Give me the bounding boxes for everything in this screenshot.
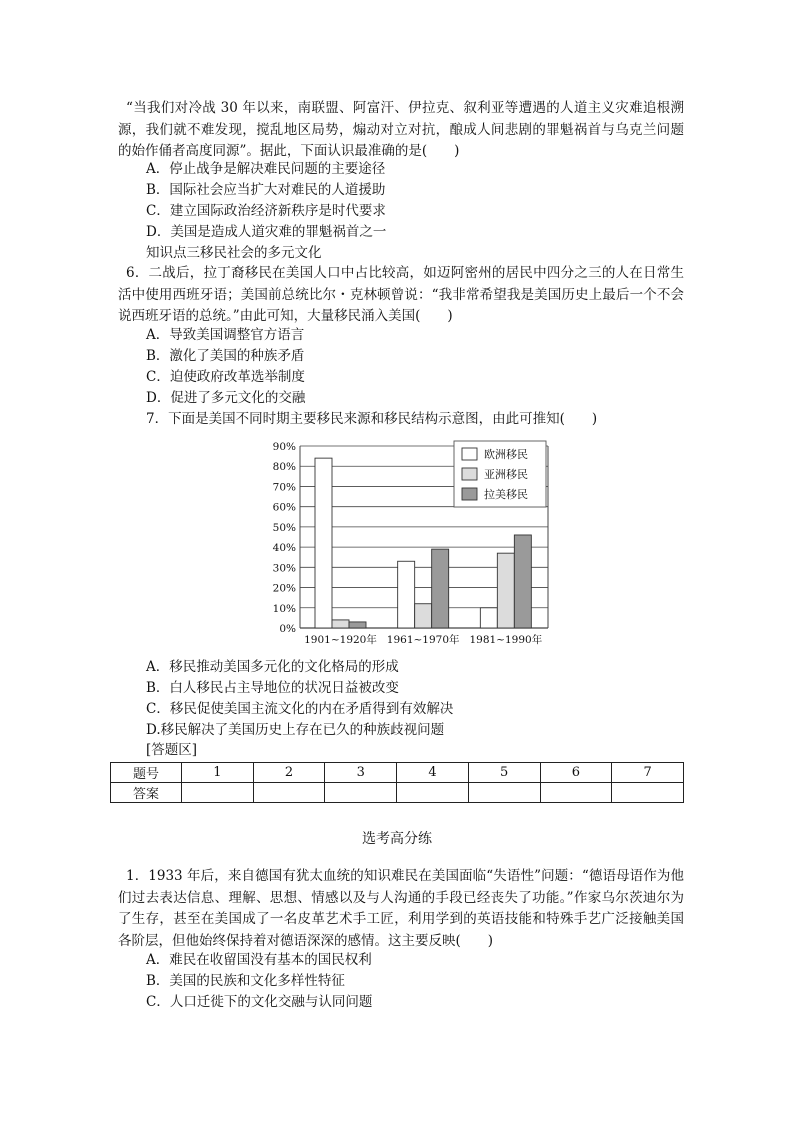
question-number-cell: 2: [253, 763, 325, 783]
chart-legend: [454, 441, 546, 507]
e1-option-b: B．美国的民族和文化多样性特征: [146, 973, 345, 989]
bar: [514, 535, 531, 628]
bar: [415, 604, 432, 628]
answer-area-label: [答题区]: [146, 742, 198, 758]
q7-option-d: D.移民解决了美国历史上存在已久的种族歧视问题: [146, 722, 445, 738]
legend-swatch: [462, 448, 477, 460]
y-tick-label: 40%: [272, 542, 296, 555]
bar: [398, 561, 415, 628]
answer-table: [110, 762, 684, 803]
table-row: [111, 763, 684, 783]
y-tick-label: 30%: [272, 562, 296, 575]
x-tick-label: 1901~1920年: [304, 634, 377, 646]
y-tick-label: 50%: [272, 521, 296, 534]
q7-option-c: C．移民促使美国主流文化的内在矛盾得到有效解决: [146, 701, 454, 717]
q6-stem: 6．二战后，拉丁裔移民在美国人口中占比较高，如迈阿密州的居民中四分之三的人在日常生活中使用西班牙语；美国前总统比尔・克林顿曾说：“我非常希望我是美国历史上最后一个不会说西班牙语的总统。”由此可知，大量移民涌入美国( ): [118, 265, 684, 324]
answer-cell[interactable]: [612, 783, 684, 803]
answer-cell[interactable]: [397, 783, 469, 803]
y-tick-label: 0%: [279, 623, 296, 635]
legend-swatch: [462, 488, 477, 500]
question-number-cell: 6: [540, 763, 612, 783]
answer-cell[interactable]: [540, 783, 612, 803]
q6-option-d: D．促进了多元文化的交融: [146, 390, 306, 406]
question-number-cell: 1: [182, 763, 254, 783]
answer-cell[interactable]: [468, 783, 540, 803]
q5-option-c: C．建立国际政治经济新秩序是时代要求: [146, 203, 386, 219]
x-tick-label: 1961~1970年: [386, 634, 460, 646]
q5-stem: “当我们对冷战 30 年以来，南联盟、阿富汗、伊拉克、叙利亚等遭遇的人道主义灾难追根溯源，我们就不难发现，搅乱地区局势，煽动对立对抗，酿成人间悲剧的罪魁祸首与乌克兰问题的始作俑者高度同源”。据此，下面认识最准确的是( ): [118, 100, 684, 159]
y-tick-label: 80%: [272, 461, 296, 474]
answer-cell[interactable]: [325, 783, 397, 803]
section-title: 选考高分练: [362, 831, 432, 847]
bar: [332, 620, 349, 628]
bar: [432, 549, 449, 628]
y-tick-label: 90%: [272, 441, 296, 453]
chart-x-axis: [304, 633, 543, 646]
table-header-answer: 答案: [111, 783, 182, 803]
q6-option-a: A．导致美国调整官方语言: [146, 327, 305, 343]
bar: [349, 622, 366, 628]
x-tick-label: 1981~1990年: [469, 634, 543, 646]
legend-label: 亚洲移民: [484, 468, 528, 481]
question-number-cell: 3: [325, 763, 397, 783]
question-number-cell: 5: [468, 763, 540, 783]
q6-option-b: B．激化了美国的种族矛盾: [146, 348, 305, 364]
table-header-number: 题号: [111, 763, 182, 783]
e1-option-a: A．难民在收留国没有基本的国民权利: [146, 952, 372, 968]
table-row: [111, 783, 684, 803]
immigration-bar-chart: [262, 436, 562, 650]
chart-y-axis: [273, 441, 296, 635]
question-number-cell: 4: [397, 763, 469, 783]
q7-option-b: B．白人移民占主导地位的状况日益被改变: [146, 680, 399, 696]
answer-cell[interactable]: [182, 783, 254, 803]
legend-label: 欧洲移民: [484, 448, 528, 461]
legend-label: 拉美移民: [484, 488, 528, 501]
bar: [480, 608, 497, 628]
y-tick-label: 70%: [272, 481, 296, 494]
y-tick-label: 60%: [272, 501, 296, 514]
q6-option-c: C．迫使政府改革选举制度: [146, 369, 305, 385]
section-heading-3: 知识点三移民社会的多元文化: [146, 245, 322, 261]
q5-option-d: D．美国是造成人道灾难的罪魁祸首之一: [146, 224, 387, 240]
e1-stem: 1．1933 年后，来自德国有犹太血统的知识难民在美国面临“失语性”问题：“德语母语作为他们过去表达信息、理解、思想、情感以及与人沟通的手段已经丧失了功能。”作家乌尔茨迪尔为了生存，甚至在美国成了一名皮革艺术手工匠，利用学到的英语技能和特殊手艺广泛接触美国各阶层，但他始终保持着对德语深深的感情。这主要反映( ): [118, 868, 684, 949]
y-tick-label: 20%: [272, 582, 296, 595]
answer-cell[interactable]: [253, 783, 325, 803]
e1-option-c: C．人口迁徙下的文化交融与认同问题: [146, 994, 373, 1010]
q5-option-b: B．国际社会应当扩大对难民的人道援助: [146, 182, 386, 198]
bar: [497, 553, 514, 628]
q7-option-a: A．移民推动美国多元化的文化格局的形成: [146, 659, 399, 675]
y-tick-label: 10%: [272, 602, 296, 615]
q7-stem: 7．下面是美国不同时期主要移民来源和移民结构示意图，由此可推知( ): [146, 411, 598, 427]
bar: [315, 458, 332, 628]
question-number-cell: 7: [612, 763, 684, 783]
q5-option-a: A．停止战争是解决难民问题的主要途径: [146, 161, 386, 177]
legend-swatch: [462, 468, 477, 480]
